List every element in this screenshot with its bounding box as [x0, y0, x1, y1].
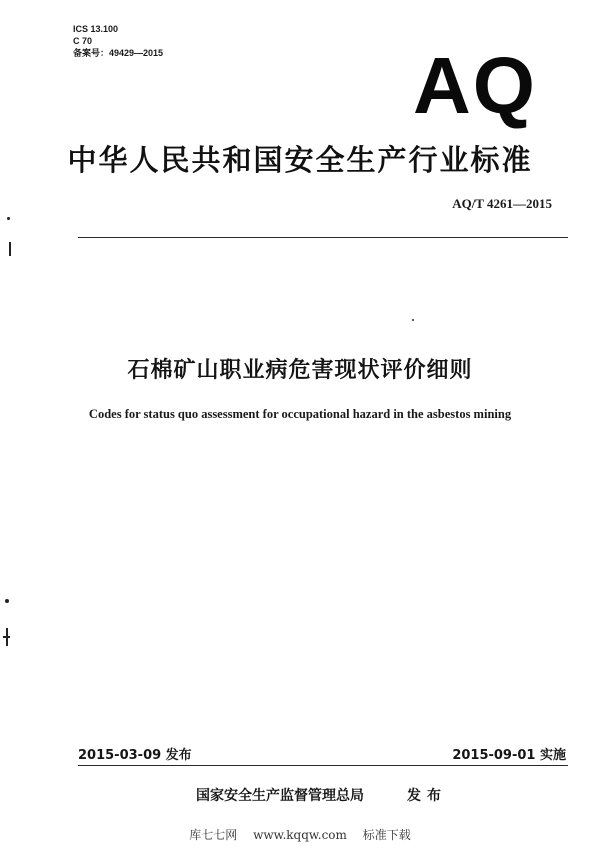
aq-logo: AQ — [413, 41, 537, 130]
document-title-en: Codes for status quo assessment for occupational hazard in the asbestos mining — [88, 407, 512, 421]
scan-speck — [3, 636, 10, 638]
publish-label: 发布 — [407, 788, 447, 804]
scan-speck — [9, 242, 11, 256]
scan-speck — [5, 599, 9, 603]
watermark — [0, 826, 600, 843]
publisher-name: 国家安全生产监督管理总局 — [196, 788, 364, 804]
scan-speck — [412, 319, 414, 321]
ics-code: ICS 13.100 — [73, 24, 119, 34]
page-title: 中华人民共和国安全生产行业标准 — [67, 143, 533, 177]
scan-speck — [7, 217, 10, 220]
bottom-divider — [78, 765, 568, 766]
document-title-cn: 石棉矿山职业病危害现状评价细则 — [127, 358, 473, 383]
record-number: 备案号：49429—2015 — [73, 48, 164, 58]
classification-block — [73, 23, 163, 59]
watermark-url: www.kqqw.com — [253, 828, 347, 842]
watermark-site: 库七七网 — [189, 828, 238, 842]
implementation-date: 2015-09-01 实施 — [452, 748, 566, 763]
top-divider — [78, 237, 568, 238]
issue-date: 2015-03-09 发布 — [78, 748, 192, 763]
watermark-label: 标准下载 — [362, 828, 411, 842]
standard-number: AQ/T 4261—2015 — [452, 196, 552, 211]
ccs-code: C 70 — [73, 36, 93, 46]
